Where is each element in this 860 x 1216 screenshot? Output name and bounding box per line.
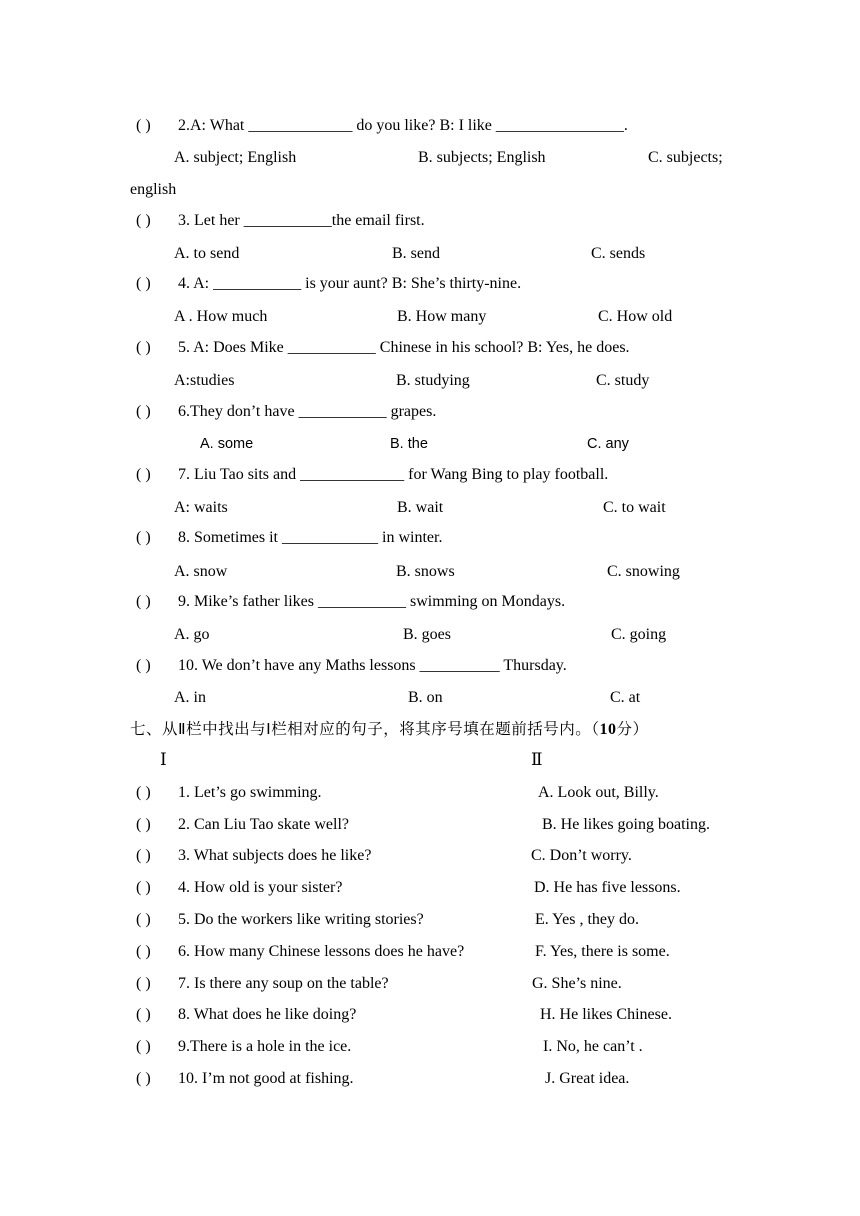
match-left-text: 7. Is there any soup on the table?: [178, 975, 389, 992]
q2-option-b: B. subjects; English: [418, 149, 546, 166]
question-text: 5. A: Does Mike ___________ Chinese in his school? B: Yes, he does.: [178, 339, 630, 356]
answer-bracket: ( ): [136, 975, 151, 992]
q8-option-c: C. snowing: [607, 563, 680, 580]
question-10: [136, 656, 567, 676]
match-right-text: I. No, he can’t .: [543, 1038, 643, 1055]
question-text: 6.They don’t have ___________ grapes.: [178, 403, 437, 420]
question-4: [136, 274, 521, 294]
section-7-points-suffix: 分）: [616, 720, 649, 738]
q3-option-c: C. sends: [591, 245, 646, 262]
question-text: 9. Mike’s father likes ___________ swimming on Mondays.: [178, 593, 566, 610]
q6-option-a: A. some: [200, 436, 254, 452]
answer-bracket: ( ): [136, 816, 151, 833]
match-left-text: 6. How many Chinese lessons does he have?: [178, 943, 465, 960]
question-3: [136, 211, 425, 231]
answer-bracket: ( ): [136, 529, 151, 546]
question-text: 10. We don’t have any Maths lessons __________ Thursday.: [178, 657, 567, 674]
q10-option-a: A. in: [174, 689, 206, 706]
answer-bracket: ( ): [136, 911, 151, 928]
q4-option-c: C. How old: [598, 308, 673, 325]
match-right-text: G. She’s nine.: [532, 975, 622, 992]
q5-option-b: B. studying: [396, 372, 470, 389]
match-left-text: 9.There is a hole in the ice.: [178, 1038, 352, 1055]
match-right-text: J. Great idea.: [545, 1070, 630, 1087]
q6-option-b: B. the: [390, 436, 428, 452]
match-row-left: [136, 974, 389, 994]
q5-option-c: C. study: [596, 372, 650, 389]
q7-option-b: B. wait: [397, 499, 444, 516]
match-right-text: D. He has five lessons.: [534, 879, 681, 896]
q5-option-a: A:studies: [174, 372, 235, 389]
question-9: [136, 592, 565, 612]
match-right-text: A. Look out, Billy.: [538, 784, 659, 801]
answer-bracket: ( ): [136, 339, 151, 356]
match-right-text: F. Yes, there is some.: [535, 943, 670, 960]
answer-bracket: ( ): [136, 275, 151, 292]
q9-option-b: B. goes: [403, 626, 451, 643]
match-left-text: 8. What does he like doing?: [178, 1006, 357, 1023]
question-5: [136, 338, 630, 358]
match-row-left: [136, 1069, 354, 1089]
match-right-text: E. Yes , they do.: [535, 911, 640, 928]
q10-option-c: C. at: [610, 689, 641, 706]
answer-bracket: ( ): [136, 847, 151, 864]
answer-bracket: ( ): [136, 466, 151, 483]
answer-bracket: ( ): [136, 1038, 151, 1055]
q8-option-b: B. snows: [396, 563, 455, 580]
match-row-left: [136, 846, 371, 866]
match-right-text: H. He likes Chinese.: [540, 1006, 672, 1023]
match-left-text: 4. How old is your sister?: [178, 879, 343, 896]
column-2-header: Ⅱ: [531, 750, 543, 769]
q7-option-a: A: waits: [174, 499, 228, 516]
question-text: 2.A: What _____________ do you like? B: I like ________________.: [178, 117, 628, 134]
q7-option-c: C. to wait: [603, 499, 666, 516]
match-row-left: [136, 910, 424, 930]
question-8: [136, 528, 442, 548]
answer-bracket: ( ): [136, 784, 151, 801]
match-row-left: [136, 815, 349, 835]
q6-option-c: C. any: [587, 436, 629, 452]
answer-bracket: ( ): [136, 117, 151, 134]
answer-bracket: ( ): [136, 212, 151, 229]
match-row-left: [136, 1005, 356, 1025]
question-2: [136, 116, 628, 136]
match-left-text: 3. What subjects does he like?: [178, 847, 372, 864]
match-row-left: [136, 1037, 351, 1057]
question-text: 8. Sometimes it ____________ in winter.: [178, 529, 443, 546]
match-left-text: 5. Do the workers like writing stories?: [178, 911, 424, 928]
section-7-instruction: 七、从Ⅱ栏中找出与Ⅰ栏相对应的句子，将其序号填在题前括号内。（: [130, 720, 600, 738]
match-row-left: [136, 942, 464, 962]
question-text: 4. A: ___________ is your aunt? B: She’s thirty-nine.: [178, 275, 522, 292]
question-6: [136, 402, 436, 422]
q2-option-a: A. subject; English: [174, 149, 297, 166]
match-left-text: 1. Let’s go swimming.: [178, 784, 322, 801]
question-text: 7. Liu Tao sits and _____________ for Wang Bing to play football.: [178, 466, 609, 483]
match-row-left: [136, 878, 342, 898]
q9-option-c: C. going: [611, 626, 667, 643]
answer-bracket: ( ): [136, 403, 151, 420]
section-7-points: 10: [599, 721, 617, 738]
answer-bracket: ( ): [136, 1006, 151, 1023]
q10-option-b: B. on: [408, 689, 443, 706]
q2-option-c: C. subjects;: [648, 149, 723, 166]
answer-bracket: ( ): [136, 657, 151, 674]
q3-option-a: A. to send: [174, 245, 240, 262]
answer-bracket: ( ): [136, 879, 151, 896]
question-text: 3. Let her ___________the email first.: [178, 212, 425, 229]
match-left-text: 10. I’m not good at fishing.: [178, 1070, 354, 1087]
answer-bracket: ( ): [136, 593, 151, 610]
q4-option-b: B. How many: [397, 308, 487, 325]
match-left-text: 2. Can Liu Tao skate well?: [178, 816, 349, 833]
column-1-header: Ⅰ: [160, 750, 167, 769]
match-right-text: C. Don’t worry.: [531, 847, 632, 864]
q4-option-a: A . How much: [174, 308, 268, 325]
answer-bracket: ( ): [136, 1070, 151, 1087]
match-right-text: B. He likes going boating.: [542, 816, 710, 833]
question-7: [136, 465, 608, 485]
q8-option-a: A. snow: [174, 563, 228, 580]
q3-option-b: B. send: [392, 245, 440, 262]
section-7-heading: [130, 718, 648, 741]
q9-option-a: A. go: [174, 626, 210, 643]
q2-option-c-continued: english: [130, 181, 177, 198]
answer-bracket: ( ): [136, 943, 151, 960]
match-row-left: [136, 783, 322, 803]
